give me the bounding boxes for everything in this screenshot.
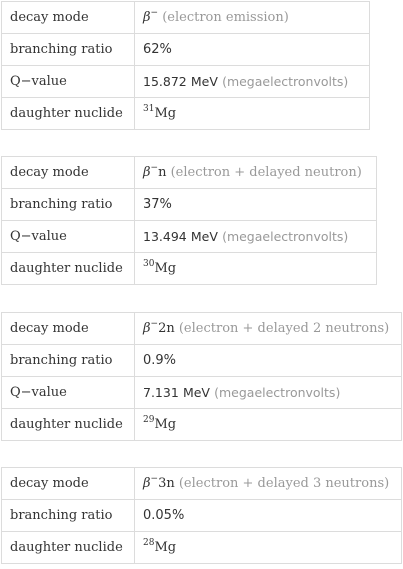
decay-mode-value bbox=[135, 157, 377, 189]
branching-ratio-label: branching ratio bbox=[2, 345, 135, 377]
q-value-label: Q−value bbox=[2, 377, 135, 409]
mass-number: 30 bbox=[143, 259, 155, 269]
mode-suffix: n bbox=[158, 165, 167, 180]
mass-number: 29 bbox=[143, 415, 155, 425]
beta-symbol: β bbox=[143, 321, 151, 336]
decay-mode-row bbox=[2, 2, 370, 34]
charge: − bbox=[150, 8, 159, 18]
daughter-nuclide-row bbox=[2, 409, 402, 441]
daughter-nuclide-label: daughter nuclide bbox=[2, 253, 135, 285]
decay-mode-value bbox=[135, 2, 370, 34]
decay-mode-row bbox=[2, 313, 402, 345]
q-value-unit-description: (megaelectronvolts) bbox=[214, 384, 341, 400]
daughter-nuclide-label: daughter nuclide bbox=[2, 532, 135, 564]
daughter-nuclide-value bbox=[135, 253, 377, 285]
q-value-row bbox=[2, 221, 377, 253]
q-value-number: 7.131 bbox=[143, 384, 179, 400]
branching-ratio-label: branching ratio bbox=[2, 34, 135, 66]
charge: − bbox=[150, 474, 159, 484]
branching-ratio-label: branching ratio bbox=[2, 189, 135, 221]
decay-mode-row bbox=[2, 157, 377, 189]
mode-description: (electron emission) bbox=[162, 10, 289, 25]
q-value-number: 13.494 bbox=[143, 228, 187, 244]
q-value-unit: MeV bbox=[190, 228, 218, 244]
daughter-nuclide-label: daughter nuclide bbox=[2, 98, 135, 130]
decay-table-3 bbox=[1, 312, 402, 441]
branching-ratio-value: 62% bbox=[135, 34, 370, 66]
mass-number: 31 bbox=[143, 104, 155, 114]
mass-number: 28 bbox=[143, 538, 155, 548]
q-value-cell bbox=[135, 221, 377, 253]
branching-ratio-value: 37% bbox=[135, 189, 377, 221]
branching-ratio-row bbox=[2, 34, 370, 66]
decay-mode-label: decay mode bbox=[2, 157, 135, 189]
decay-mode-value bbox=[135, 468, 402, 500]
element-symbol: Mg bbox=[154, 540, 177, 555]
branching-ratio-label: branching ratio bbox=[2, 500, 135, 532]
q-value-cell bbox=[135, 377, 402, 409]
q-value-label: Q−value bbox=[2, 221, 135, 253]
element-symbol: Mg bbox=[154, 106, 177, 121]
mode-description: (electron + delayed 3 neutrons) bbox=[178, 476, 390, 491]
q-value-label: Q−value bbox=[2, 66, 135, 98]
daughter-nuclide-row bbox=[2, 532, 402, 564]
branching-ratio-row bbox=[2, 189, 377, 221]
mode-description: (electron + delayed 2 neutrons) bbox=[178, 321, 390, 336]
beta-symbol: β bbox=[143, 165, 151, 180]
branching-ratio-row bbox=[2, 345, 402, 377]
daughter-nuclide-value bbox=[135, 98, 370, 130]
decay-table-4 bbox=[1, 467, 402, 564]
q-value-row bbox=[2, 66, 370, 98]
daughter-nuclide-label: daughter nuclide bbox=[2, 409, 135, 441]
daughter-nuclide-row bbox=[2, 98, 370, 130]
beta-symbol: β bbox=[143, 476, 151, 491]
q-value-cell bbox=[135, 66, 370, 98]
beta-symbol: β bbox=[143, 10, 151, 25]
decay-mode-value bbox=[135, 313, 402, 345]
decay-mode-row bbox=[2, 468, 402, 500]
branching-ratio-value: 0.05% bbox=[135, 500, 402, 532]
q-value-unit: MeV bbox=[190, 73, 218, 89]
q-value-unit-description: (megaelectronvolts) bbox=[222, 228, 349, 244]
element-symbol: Mg bbox=[154, 261, 177, 276]
daughter-nuclide-row bbox=[2, 253, 377, 285]
element-symbol: Mg bbox=[154, 417, 177, 432]
decay-mode-label: decay mode bbox=[2, 468, 135, 500]
decay-table-1 bbox=[1, 1, 370, 130]
decay-table-2 bbox=[1, 156, 377, 285]
q-value-row bbox=[2, 377, 402, 409]
q-value-unit-description: (megaelectronvolts) bbox=[222, 73, 349, 89]
q-value-unit: MeV bbox=[182, 384, 210, 400]
branching-ratio-value: 0.9% bbox=[135, 345, 402, 377]
mode-suffix: 2n bbox=[158, 321, 175, 336]
branching-ratio-row bbox=[2, 500, 402, 532]
charge: − bbox=[150, 163, 159, 173]
decay-mode-label: decay mode bbox=[2, 2, 135, 34]
q-value-number: 15.872 bbox=[143, 73, 187, 89]
daughter-nuclide-value bbox=[135, 409, 402, 441]
mode-description: (electron + delayed neutron) bbox=[170, 165, 362, 180]
charge: − bbox=[150, 319, 159, 329]
daughter-nuclide-value bbox=[135, 532, 402, 564]
decay-mode-label: decay mode bbox=[2, 313, 135, 345]
mode-suffix: 3n bbox=[158, 476, 175, 491]
